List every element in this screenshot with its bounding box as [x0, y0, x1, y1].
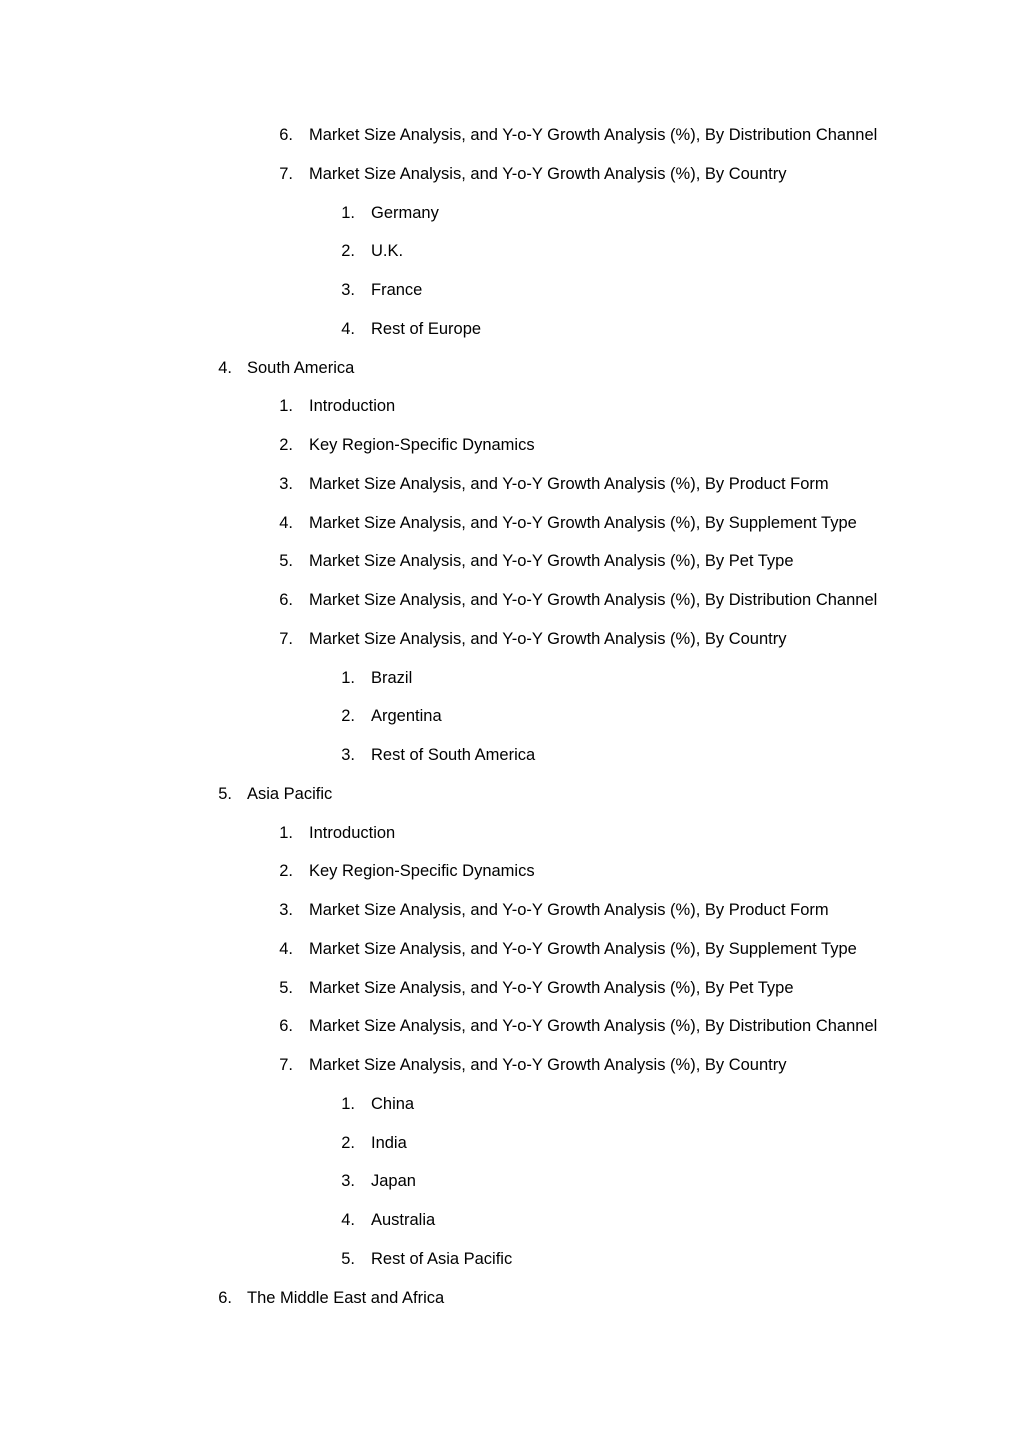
list-item-number: 1. [279, 397, 293, 416]
list-item [0, 426, 1023, 465]
list-item [0, 232, 1023, 271]
list-item-number: 7. [279, 164, 293, 183]
list-item-text: Market Size Analysis, and Y-o-Y Growth Analysis (%), By Pet Type [309, 552, 794, 571]
list-item [0, 1046, 1023, 1085]
list-item [0, 310, 1023, 349]
list-item-number: 3. [279, 901, 293, 919]
list-item-text: Introduction [309, 397, 396, 416]
list-item-text: China [371, 1094, 415, 1113]
list-item-number: 5. [341, 1249, 355, 1268]
list-item [0, 697, 1023, 736]
list-item [0, 659, 1023, 698]
list-item-number: 4. [279, 513, 293, 532]
list-item-text: South America [247, 358, 355, 377]
list-item-number: 2. [341, 242, 355, 261]
list-item-text: Market Size Analysis, and Y-o-Y Growth Analysis (%), By Supplement Type [309, 513, 857, 532]
list-item-text: Rest of South America [371, 746, 536, 764]
list-item [0, 504, 1023, 543]
list-item [0, 852, 1023, 891]
list-item [0, 581, 1023, 620]
list-item-number: 3. [279, 474, 293, 493]
list-item-text: Japan [371, 1172, 416, 1191]
list-item-number: 5. [218, 784, 232, 803]
list-item-number: 6. [218, 1288, 232, 1307]
list-item-number: 1. [279, 823, 293, 842]
list-item-text: Argentina [371, 707, 442, 726]
list-item [0, 465, 1023, 504]
list-item [0, 736, 1023, 775]
list-item-text: Asia Pacific [247, 784, 333, 803]
list-item-text: U.K. [371, 242, 404, 261]
list-item-number: 2. [279, 862, 293, 881]
list-item [0, 814, 1023, 853]
list-item [0, 194, 1023, 233]
list-item-text: Australia [371, 1211, 436, 1229]
list-item-number: 4. [279, 939, 293, 958]
list-item-number: 4. [218, 358, 232, 377]
list-item-number: 2. [279, 436, 293, 454]
list-item-text: Market Size Analysis, and Y-o-Y Growth Analysis (%), By Country [309, 629, 787, 648]
list-item-text: The Middle East and Africa [247, 1288, 445, 1307]
list-item-text: Market Size Analysis, and Y-o-Y Growth Analysis (%), By Product Form [309, 474, 829, 493]
list-item [0, 349, 1023, 388]
list-item [0, 775, 1023, 814]
list-item [0, 1279, 1023, 1318]
list-item-number: 3. [341, 746, 355, 764]
list-item [0, 1162, 1023, 1201]
list-item-number: 1. [341, 1094, 355, 1113]
list-item-number: 2. [341, 707, 355, 726]
list-item-number: 7. [279, 1056, 293, 1074]
list-item-text: Market Size Analysis, and Y-o-Y Growth Analysis (%), By Pet Type [309, 978, 794, 997]
list-item-text: Germany [371, 203, 439, 222]
list-item-text: Rest of Europe [371, 319, 482, 338]
list-item [0, 969, 1023, 1008]
list-item-text: Market Size Analysis, and Y-o-Y Growth Analysis (%), By Product Form [309, 901, 829, 919]
table-of-contents-list [0, 116, 1023, 1317]
list-item-text: France [371, 281, 423, 299]
list-item-text: Market Size Analysis, and Y-o-Y Growth Analysis (%), By Distribution Channel [309, 126, 878, 144]
list-item [0, 1085, 1023, 1124]
list-item [0, 1201, 1023, 1240]
list-item-number: 5. [279, 552, 293, 571]
list-item-number: 1. [341, 203, 355, 222]
list-item-text: Market Size Analysis, and Y-o-Y Growth Analysis (%), By Country [309, 1056, 787, 1074]
list-item-text: Market Size Analysis, and Y-o-Y Growth Analysis (%), By Country [309, 164, 787, 183]
list-item-number: 1. [341, 668, 355, 687]
list-item [0, 620, 1023, 659]
list-item [0, 542, 1023, 581]
list-item-text: Introduction [309, 823, 396, 842]
list-item-number: 6. [279, 1017, 293, 1036]
list-item [0, 891, 1023, 930]
list-item [0, 271, 1023, 310]
list-item [0, 155, 1023, 194]
list-item [0, 387, 1023, 426]
list-item-number: 6. [279, 591, 293, 609]
list-item [0, 1240, 1023, 1279]
list-item-number: 3. [341, 281, 355, 299]
list-item-number: 2. [341, 1133, 355, 1152]
list-item-text: Key Region-Specific Dynamics [309, 436, 535, 454]
list-item-text: Market Size Analysis, and Y-o-Y Growth Analysis (%), By Supplement Type [309, 939, 857, 958]
list-item-number: 6. [279, 126, 293, 144]
list-item-text: Brazil [371, 668, 413, 687]
list-item-text: Key Region-Specific Dynamics [309, 862, 535, 881]
list-item-text: Market Size Analysis, and Y-o-Y Growth Analysis (%), By Distribution Channel [309, 591, 878, 609]
list-item [0, 1124, 1023, 1163]
list-item-text: Rest of Asia Pacific [371, 1249, 513, 1268]
list-item-text: India [371, 1133, 407, 1152]
list-item [0, 930, 1023, 969]
list-item-number: 4. [341, 319, 355, 338]
list-item-number: 5. [279, 978, 293, 997]
list-item-number: 7. [279, 629, 293, 648]
list-item [0, 116, 1023, 155]
list-item-number: 4. [341, 1211, 355, 1229]
list-item-text: Market Size Analysis, and Y-o-Y Growth Analysis (%), By Distribution Channel [309, 1017, 878, 1036]
list-item-number: 3. [341, 1172, 355, 1191]
list-item [0, 1007, 1023, 1046]
